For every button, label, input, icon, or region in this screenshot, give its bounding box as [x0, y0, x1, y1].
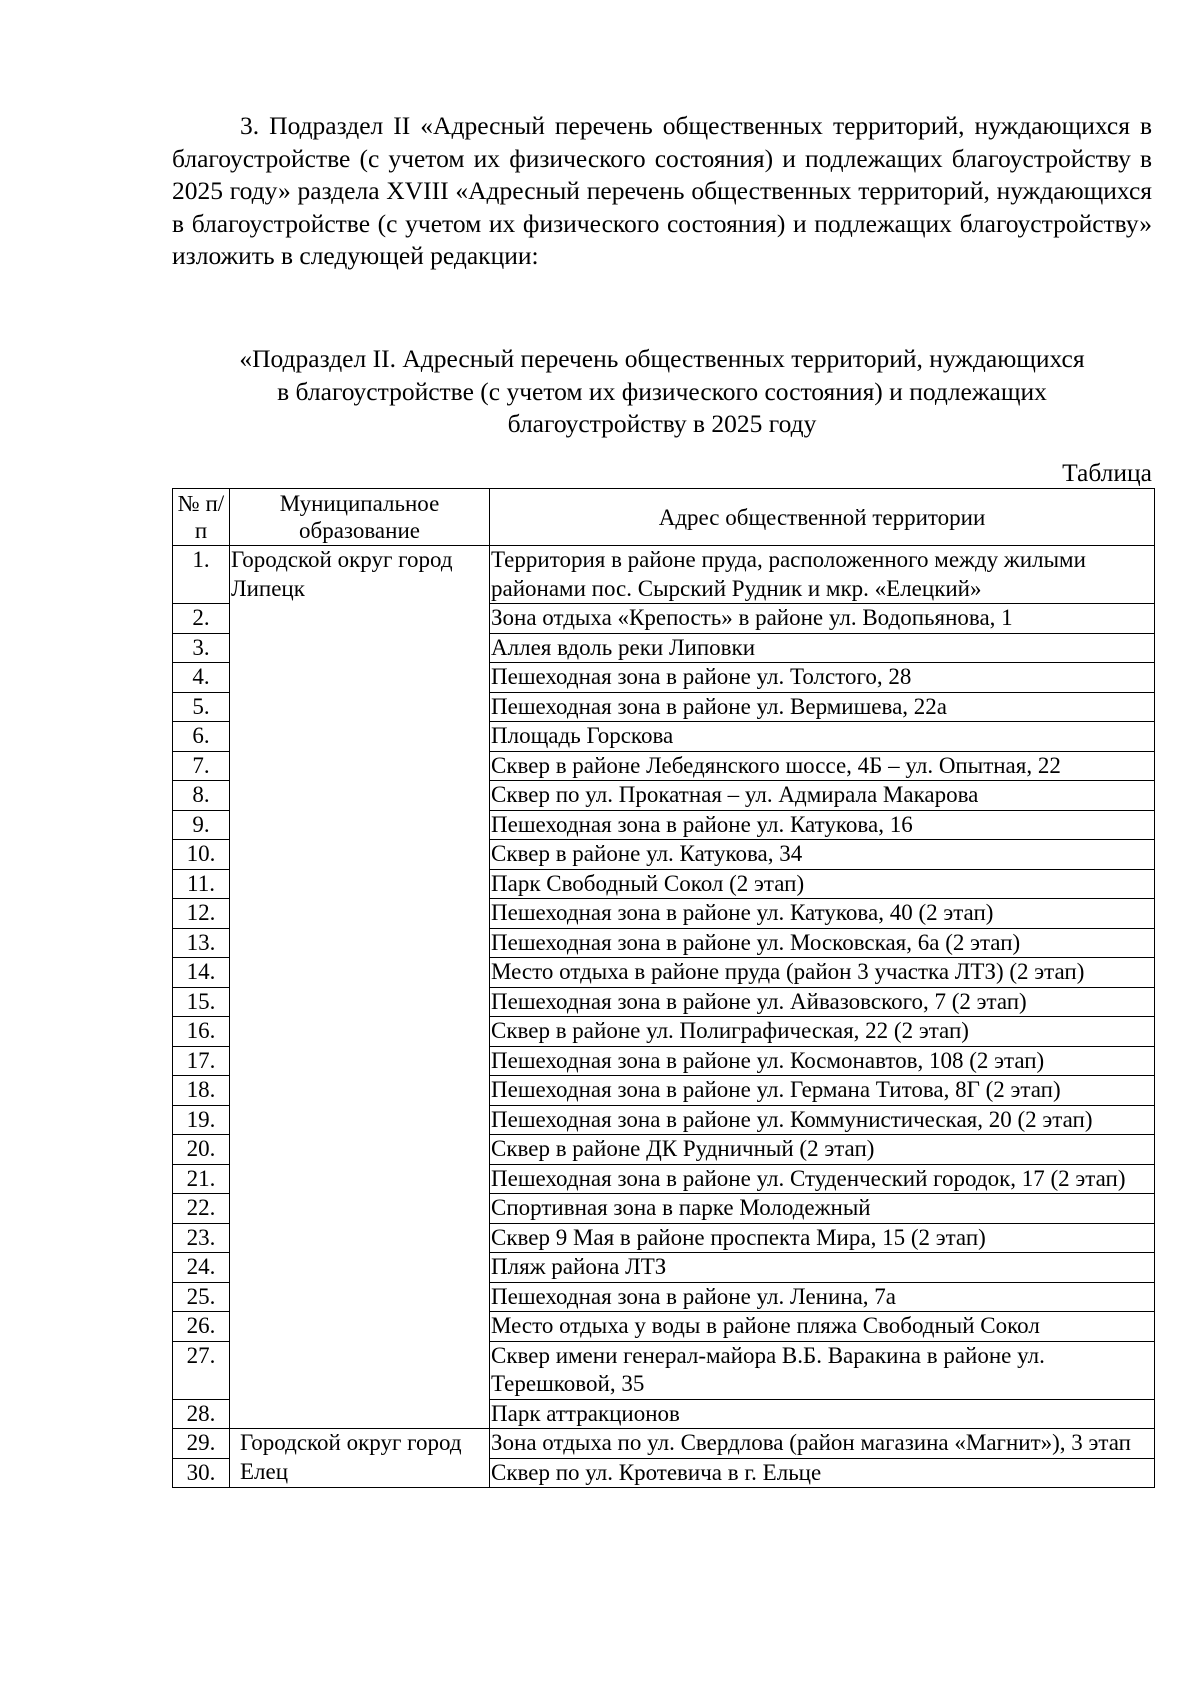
address-cell: Пешеходная зона в районе ул. Московская, 6а (2 этап) — [490, 928, 1155, 958]
row-number: 17. — [173, 1046, 230, 1076]
address-cell: Сквер по ул. Кротевича в г. Ельце — [490, 1458, 1155, 1488]
row-number: 6. — [173, 722, 230, 752]
address-cell: Пляж района ЛТЗ — [490, 1253, 1155, 1283]
row-number: 15. — [173, 987, 230, 1017]
address-cell: Сквер по ул. Прокатная – ул. Адмирала Макарова — [490, 781, 1155, 811]
address-cell: Место отдыха в районе пруда (район 3 участка ЛТЗ) (2 этап) — [490, 958, 1155, 988]
row-number: 1. — [173, 546, 230, 604]
address-cell: Зона отдыха «Крепость» в районе ул. Водопьянова, 1 — [490, 604, 1155, 634]
row-number: 20. — [173, 1135, 230, 1165]
row-number: 27. — [173, 1341, 230, 1399]
row-number: 11. — [173, 869, 230, 899]
row-number: 5. — [173, 692, 230, 722]
heading-line-3: благоустройству в 2025 году — [507, 409, 817, 438]
heading-line-1: «Подраздел II. Адресный перечень общественных территорий, нуждающихся — [239, 344, 1085, 373]
row-number: 28. — [173, 1399, 230, 1429]
address-cell: Сквер в районе ул. Катукова, 34 — [490, 840, 1155, 870]
address-cell: Парк аттракционов — [490, 1399, 1155, 1429]
row-number: 3. — [173, 633, 230, 663]
address-cell: Площадь Горскова — [490, 722, 1155, 752]
address-cell: Пешеходная зона в районе ул. Ленина, 7а — [490, 1282, 1155, 1312]
table-body — [173, 546, 1155, 1488]
address-cell: Место отдыха у воды в районе пляжа Свободный Сокол — [490, 1312, 1155, 1342]
row-number: 10. — [173, 840, 230, 870]
row-number: 26. — [173, 1312, 230, 1342]
address-cell: Сквер в районе Лебедянского шоссе, 4Б – ул. Опытная, 22 — [490, 751, 1155, 781]
header-municipality: Муниципальное образование — [230, 489, 490, 546]
table-row — [173, 546, 1155, 604]
address-cell: Аллея вдоль реки Липовки — [490, 633, 1155, 663]
row-number: 24. — [173, 1253, 230, 1283]
row-number: 2. — [173, 604, 230, 634]
row-number: 9. — [173, 810, 230, 840]
address-cell: Пешеходная зона в районе ул. Вермишева, 22а — [490, 692, 1155, 722]
row-number: 7. — [173, 751, 230, 781]
table-label: Таблица — [1062, 458, 1152, 487]
row-number: 4. — [173, 663, 230, 693]
row-number: 30. — [173, 1458, 230, 1488]
header-address: Адрес общественной территории — [490, 489, 1155, 546]
row-number: 18. — [173, 1076, 230, 1106]
intro-paragraph: 3. Подраздел II «Адресный перечень общественных территорий, нуждающихся в благоустройстве (с учетом их физического состояния) и подлежащих благоустройству в 2025 году» раздела XVIII «Адресный перечень общественных территорий, нуждающихся в благоустройстве (с учетом их физического состояния) и подлежащих благоустройству» изложить в следующей редакции: — [172, 111, 1152, 271]
address-cell: Пешеходная зона в районе ул. Германа Титова, 8Г (2 этап) — [490, 1076, 1155, 1106]
territories-table — [172, 488, 1155, 1488]
table-header-row — [173, 489, 1155, 546]
row-number: 14. — [173, 958, 230, 988]
address-cell: Сквер в районе ДК Рудничный (2 этап) — [490, 1135, 1155, 1165]
address-cell: Пешеходная зона в районе ул. Коммунистическая, 20 (2 этап) — [490, 1105, 1155, 1135]
row-number: 22. — [173, 1194, 230, 1224]
row-number: 8. — [173, 781, 230, 811]
address-cell: Пешеходная зона в районе ул. Толстого, 28 — [490, 663, 1155, 693]
heading-line-2: в благоустройстве (с учетом их физического состояния) и подлежащих — [277, 376, 1047, 406]
intro-section — [172, 110, 1152, 273]
row-number: 21. — [173, 1164, 230, 1194]
row-number: 29. — [173, 1429, 230, 1459]
row-number: 12. — [173, 899, 230, 929]
address-cell: Парк Свободный Сокол (2 этап) — [490, 869, 1155, 899]
row-number: 16. — [173, 1017, 230, 1047]
address-cell: Территория в районе пруда, расположенного между жилыми районами пос. Сырский Рудник и мкр. «Елецкий» — [490, 546, 1155, 604]
address-cell: Пешеходная зона в районе ул. Катукова, 16 — [490, 810, 1155, 840]
address-cell: Сквер 9 Мая в районе проспекта Мира, 15 (2 этап) — [490, 1223, 1155, 1253]
subsection-heading — [172, 343, 1152, 441]
row-number: 19. — [173, 1105, 230, 1135]
address-cell: Пешеходная зона в районе ул. Космонавтов, 108 (2 этап) — [490, 1046, 1155, 1076]
address-cell: Сквер имени генерал-майора В.Б. Варакина в районе ул. Терешковой, 35 — [490, 1341, 1155, 1399]
address-cell: Спортивная зона в парке Молодежный — [490, 1194, 1155, 1224]
table-row — [173, 1429, 1155, 1459]
header-num: № п/п — [173, 489, 230, 546]
row-number: 23. — [173, 1223, 230, 1253]
address-cell: Пешеходная зона в районе ул. Студенческий городок, 17 (2 этап) — [490, 1164, 1155, 1194]
address-cell: Сквер в районе ул. Полиграфическая, 22 (2 этап) — [490, 1017, 1155, 1047]
municipality-cell: Городской округ город Елец — [230, 1429, 490, 1488]
address-cell: Пешеходная зона в районе ул. Айвазовского, 7 (2 этап) — [490, 987, 1155, 1017]
row-number: 13. — [173, 928, 230, 958]
address-cell: Пешеходная зона в районе ул. Катукова, 40 (2 этап) — [490, 899, 1155, 929]
address-cell: Зона отдыха по ул. Свердлова (район магазина «Магнит»), 3 этап — [490, 1429, 1155, 1459]
municipality-cell: Городской округ город Липецк — [230, 546, 490, 1429]
row-number: 25. — [173, 1282, 230, 1312]
